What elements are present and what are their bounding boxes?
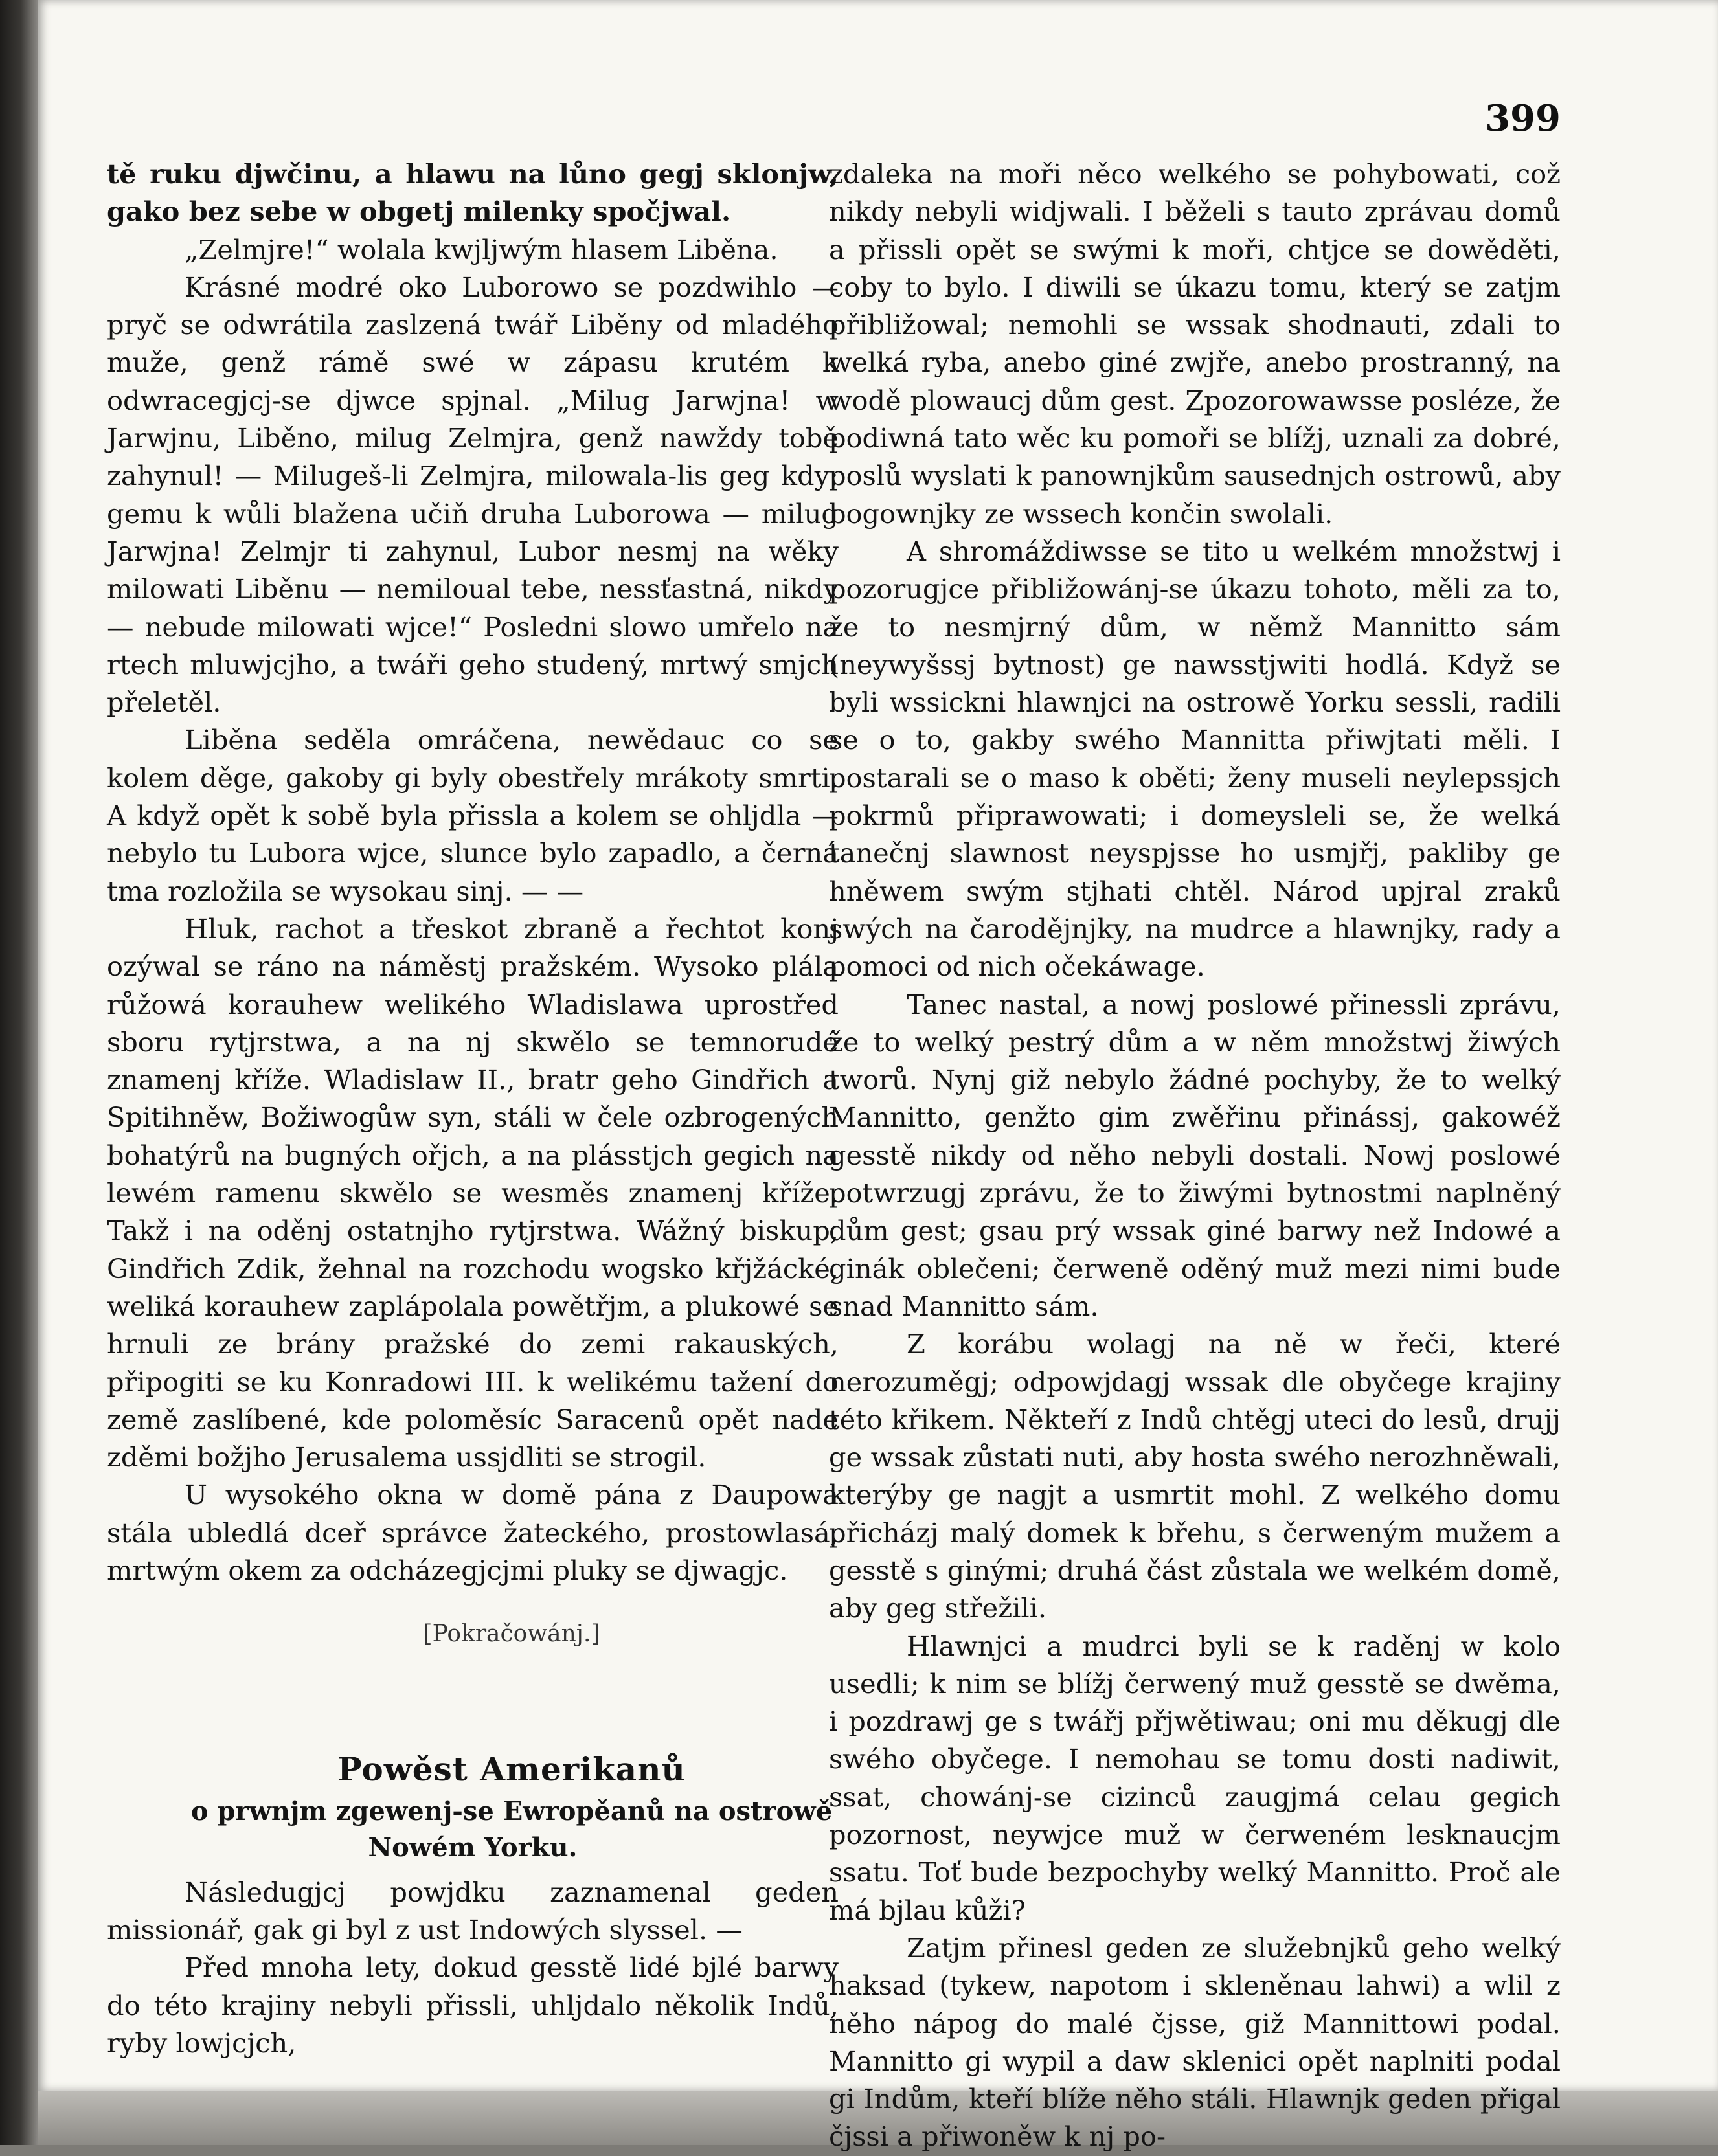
paragraph: Hluk, rachot a třeskot zbraně a řechtot konj ozýwal se ráno na náměstj pražském. Wysoko plála růžowá korauhew welikého Wladislawa uprostřed sboru rytjrstwa, a na nj skwělo se temnorudé znamenj kříže. Wladislaw II., bratr geho Gindřich a Spitihněw, Božiwogůw syn, stáli w čele ozbrogených bohatýrů na bugných ořjch, a na plásstjch gegich na lewém ramenu skwělo se wesměs znamenj kříže. Takž i na oděnj ostatnjho rytjrstwa. Wážný biskup, Gindřich Zdik, žehnal na rozchodu wogsko křjžácké, weliká korauhew zaplápolala powětřjm, a plukowé se hrnuli ze brány pražské do zemi rakauských, připogiti se ku Konradowi III. k welikému tažení do země zaslíbené, kde poloměsíc Saracenů opět nade zděmi božjho Jerusalema ussjdliti se strogil.: [107, 912, 839, 1474]
paragraph: Před mnoha lety, dokud gesstě lidé bjlé barwy do této krajiny nebyli přissli, uhljdalo několik Indů, ryby lowjcjch,: [107, 1951, 839, 2060]
paragraph: Hlawnjci a mudrci byli se k raděnj w kolo usedli; k nim se blížj čerwený muž gesstě se dwěma, i pozdrawj ge s twářj přjwětiwau; oni mu děkugj dle swého obyčege. I nemohau se tomu dosti nadiwit, ssat, chowánj-se cizinců zaugjmá celau gegich pozornost, neywjce muž w čerweném lesknaucjm ssatu. Toť bude bezpochyby welký Mannitto. Proč ale má bjlau kůži?: [829, 1630, 1561, 1926]
paragraph: tě ruku djwčinu, a hlawu na lůno gegj sklonjw, gako bez sebe w obgetj milenky spočjwal.: [107, 158, 839, 228]
paragraph: Tanec nastal, a nowj poslowé přinessli zprávu, že to welký pestrý dům a w něm množstwj žiwých tworů. Nynj giž nebylo žádné pochyby, že to welký Mannitto, genžto gim zwěřinu přinássj, gakowéž gesstě nikdy od něho nebyli dostali. Nowj poslowé potwrzugj zprávu, že to žiwými bytnostmi naplněný dům gest; gsau prý wssak giné barwy než Indowé a ginák oblečeni; čerweně oděný muž mezi nimi bude snad Mannitto sám.: [829, 988, 1561, 1322]
paragraph: zdaleka na moři něco welkého se pohybowati, což nikdy nebyli widjwali. I běželi s tauto zprávau domů a přissli opět se swými k moři, chtjce se dowěděti, coby to bylo. I diwili se úkazu tomu, který se zatjm přibližowal; nemohli se wssak shodnauti, zdali to welká ryba, anebo giné zwjře, anebo prostranný, na wodě plowaucj dům gest. Zpozorowawsse posléze, že podiwná tato wěc ku pomoři se blížj, uznali za dobré, poslů wyslati k panownjkům sausednjch ostrowů, aby bogownjky ze wssech končin swolali.: [829, 158, 1561, 530]
paragraph: Liběna seděla omráčena, newědauc co se kolem děge, gakoby gi byly obestřely mrákoty smrti. A když opět k sobě byla přissla a kolem se ohljdla — nebylo tu Lubora wjce, slunce bylo zapadlo, a černá tma rozložila se wysokau sinj. — —: [107, 724, 839, 907]
continued-note: [Pokračowánj.]: [423, 1621, 600, 1648]
paragraph: Z korábu wolagj na ně w řeči, které nerozuměgj; odpowjdagj wssak dle obyčege krajiny této křikem. Někteří z Indů chtěgj uteci do lesů, drujj ge wssak zůstati nuti, aby hosta swého nerozhněwali, kterýby ge nagjt a usmrtit mohl. Z welkého domu přicházj malý domek k břehu, s čerweným mužem a gesstě s ginými; druhá část zůstala we welkém domě, aby geg střežili.: [829, 1328, 1561, 1624]
paragraph: Krásné modré oko Luborowo se pozdwihlo — pryč se odwrátila zaslzená twář Liběny od mladého muže, genž rámě swé w zápasu krutém k odwracegjcj-se djwce spjnal. „Milug Jarwjna! w Jarwjnu, Liběno, milug Zelmjra, genž nawždy tobě zahynul! — Milugeš-li Zelmjra, milowala-lis geg kdy: gemu k wůli blažena učiň druha Luborowa — milug Jarwjna! Zelmjr ti zahynul, Lubor nesmj na wěky milowati Liběnu — nemiloual tebe, nessťastná, nikdy — nebude milowati wjce!“ Posledni slowo umřelo na rtech mluwjcjho, a twáři geho studený, mrtwý smjch přeletěl.: [107, 271, 839, 719]
paragraph: Následugjcj powjdku zaznamenal geden missionář, gak gi byl z ust Indowých slyssel. —: [107, 1876, 839, 1946]
paragraph: A shromáždiwsse se tito u welkém množstwj i pozorugjce přibližowánj-se úkazu tohoto, měli za to, že to nesmjrný dům, w němž Mannitto sám (neywyšssj bytnost) ge nawsstjwiti hodlá. Když se byli wssickni hlawnjci na ostrowě Yorku sessli, radili se o to, gakby swého Mannitta přiwjtati měli. I postarali se o maso k oběti; ženy museli neylepssjch pokrmů připrawowati; i domeysleli se, že welká tanečnj slawnost neyspjsse ho usmjřj, pakliby ge hněwem swým stjhati chtěl. Národ upjral zraků swých na čarodějnjky, na mudrce a hlawnjky, rady a pomoci od nich očekáwage.: [829, 535, 1561, 983]
right-column: [829, 155, 1561, 2156]
book-binding-edge: [0, 0, 38, 2145]
article-subtitle: o prwnjm zgewenj-se Ewropěanů na ostrowě Nowém Yorku.: [190, 1795, 833, 1863]
paragraph: Zatjm přinesl geden ze služebnjků geho welký haksad (tykew, napotom i skleněnau lahwi) a wlil z něho nápog do malé čjsse, giž Mannittowi podal. Mannitto gi wypil a daw sklenici opět naplniti podal gi Indům, kteří blíže něho stáli. Hlawnjk geden přigal čjssi a přiwoněw k nj po-: [829, 1931, 1561, 2153]
left-column: [107, 155, 839, 2062]
page-number: 399: [1485, 97, 1561, 140]
paragraph: „Zelmjre!“ wolala kwjljwým hlasem Liběna.: [185, 233, 778, 265]
article-title: Powěst Amerikanů: [337, 1749, 686, 1788]
paragraph: U wysokého okna w domě pána z Daupowa stála ubledlá dceř správce žateckého, prostowlasá, mrtwým okem za odcházegjcjmi pluky se djwagjc.: [107, 1479, 839, 1586]
